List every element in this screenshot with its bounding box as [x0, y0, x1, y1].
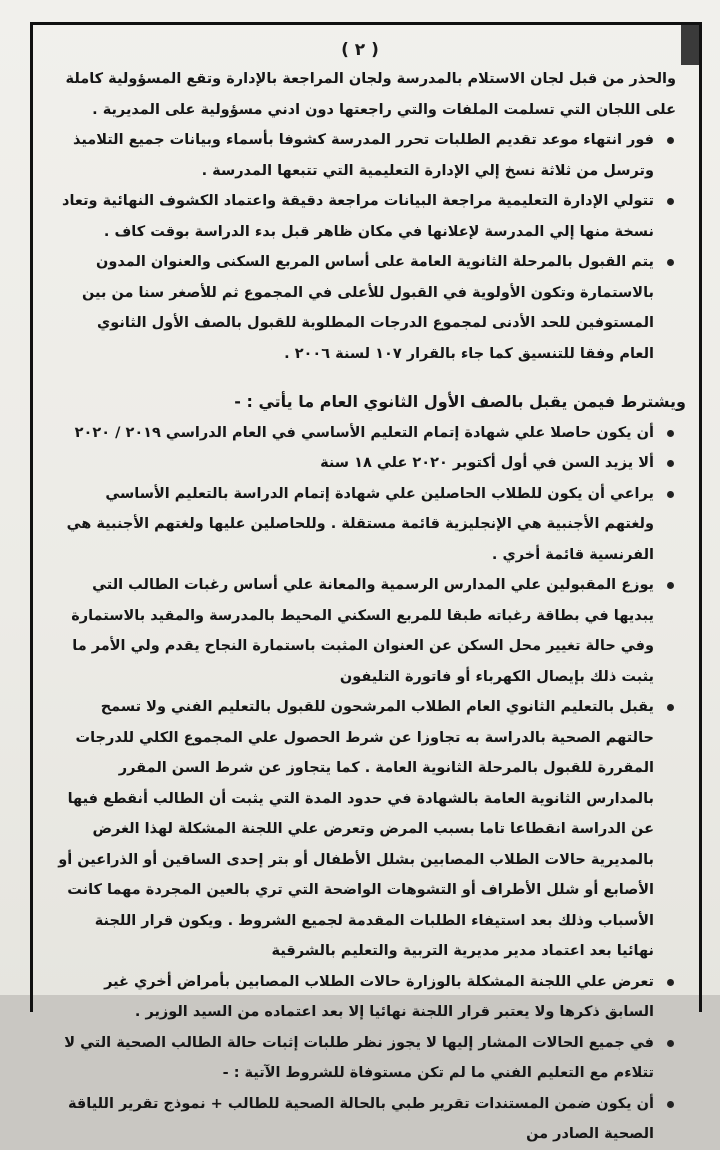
- list-item: [58, 570, 676, 692]
- bullet-icon: [667, 430, 674, 437]
- list-item-text: تعرض علي اللجنة المشكلة بالوزارة حالات الطلاب المصابين بأمراض أخري غير السابق ذكرها ولا يعتبر قرار اللجنة نهائيا إلا بعد اعتماده من السيد الوزير .: [104, 973, 654, 1020]
- list-item-text: في جميع الحالات المشار إليها لا يجوز نظر طلبات إثبات حالة الطالب الصحية التي لا تتلاءم مع التعليم الفني ما لم تكن مستوفاة للشروط الآتية : -: [64, 1034, 654, 1081]
- list-item-text: ألا يزيد السن في أول أكتوبر ٢٠٢٠ علي ١٨ سنة: [320, 455, 654, 471]
- list-item: [58, 1089, 676, 1150]
- bullet-icon: [667, 1040, 674, 1047]
- bullet-icon: [667, 460, 674, 467]
- list-item-text: يقبل بالتعليم الثانوي العام الطلاب المرشحون للقبول بالتعليم الفني ولا تسمح حالتهم الصحية بالدراسة به تجاوزا عن شرط الحصول علي المجموع الكلي للدرجات المقررة للقبول بالمرحلة الثانوية العامة . كما يتجاوز عن شرط السن المقرر بالمدارس الثانوية العامة بالشهادة في حدود المدة التي يثبت أن الطالب أنقطع فيها عن الدراسة انقطاعا تاما بسبب المرض وتعرض علي اللجنة المشكلة لهذا الغرض بالمديرية حالات الطلاب المصابين بشلل الأطفال أو بتر إحدى الساقين أو الذراعين أو الأصابع أو شلل الأطراف أو التشوهات الواضحة التي تري بالعين المجردة مهما كانت الأسباب وذلك بعد استيفاء الطلبات المقدمة لجميع الشروط . ويكون قرار اللجنة نهائيا بعد اعتماد مدير مديرية التربية والتعليم بالشرقية: [58, 699, 654, 959]
- list-item-text: يتم القبول بالمرحلة الثانوية العامة على أساس المربع السكنى والعنوان المدون بالاستمارة وتكون الأولوية في القبول للأعلى في المجموع ثم للأصغر سنا من بين المستوفين للحد الأدنى لمجموع الدرجات المطلوبة للقبول بالصف الأول الثانوي العام وفقا للتنسيق كما جاء بالقرار ١٠٧ لسنة ٢٠٠٦ .: [82, 254, 654, 362]
- section-heading: ويشترط فيمن يقبل بالصف الأول الثانوي العام ما يأتي : -: [234, 392, 686, 411]
- bullet-icon: [667, 198, 674, 205]
- list-item-text: تتولي الإدارة التعليمية مراجعة البيانات مراجعة دقيقة واعتماد الكشوف النهائية وتعاد نسخة منها إلي المدرسة لإعلانها في مكان ظاهر قبل بدء الدراسة بوقت كاف .: [62, 193, 654, 240]
- bullet-icon: [667, 979, 674, 986]
- list-item-text: يوزع المقبولين علي المدارس الرسمية والمعانة علي أساس رغبات الطالب التي يبديها في بطاقة رغباته طبقا للمربع السكني المحيط بالمدرسة والمقيد بالاستمارة وفي حالة تغيير محل السكن عن العنوان المثبت باستمارة النجاح يقدم ولي الأمر ما يثبت ذلك بإيصال الكهرباء أو فاتورة التليفون: [71, 577, 654, 685]
- section-spacer: [58, 369, 676, 387]
- list-item: [58, 186, 676, 247]
- page-number: ( ٢ ): [341, 40, 379, 60]
- list-item-text: يراعي أن يكون للطلاب الحاصلين علي شهادة إتمام الدراسة بالتعليم الأساسي ولغتهم الأجنبية هي الإنجليزية قائمة مستقلة . وللحاصلين عليها ولغتهم الأجنبية هي الفرنسية قائمة أخري .: [66, 485, 654, 563]
- bullet-icon: [667, 259, 674, 266]
- list-item: [58, 1028, 676, 1089]
- bullet-icon: [667, 491, 674, 498]
- bullet-icon: [667, 582, 674, 589]
- list-item-text: أن يكون حاصلا علي شهادة إتمام التعليم الأساسي في العام الدراسي ٢٠١٩ / ٢٠٢٠: [74, 424, 654, 441]
- list-item: [58, 967, 676, 1028]
- list-item-text: أن يكون ضمن المستندات تقرير طبي بالحالة الصحية للطالب + نموذج تقرير اللياقة الصحية الصادر من: [67, 1095, 654, 1142]
- list-item: [58, 692, 676, 967]
- bullet-icon: [667, 1101, 674, 1108]
- list-item: [58, 479, 676, 571]
- bullet-icon: [667, 704, 674, 711]
- list-item: [58, 247, 676, 369]
- list-item: [58, 125, 676, 186]
- list-item-text: فور انتهاء موعد تقديم الطلبات تحرر المدرسة كشوفا بأسماء وبيانات جميع التلاميذ وترسل من ثلاثة نسخ إلي الإدارة التعليمية التي تتبعها المدرسة .: [72, 132, 654, 179]
- intro-paragraph: والحذر من قبل لجان الاستلام بالمدرسة ولجان المراجعة بالإدارة وتقع المسؤولية كاملة على اللجان التي تسلمت الملفات والتي راجعتها دون ادني مسؤولية على المديرية .: [65, 71, 676, 118]
- bullet-icon: [667, 137, 674, 144]
- document-body: [58, 64, 686, 1150]
- list-item: [58, 418, 676, 449]
- list-item: [58, 448, 676, 479]
